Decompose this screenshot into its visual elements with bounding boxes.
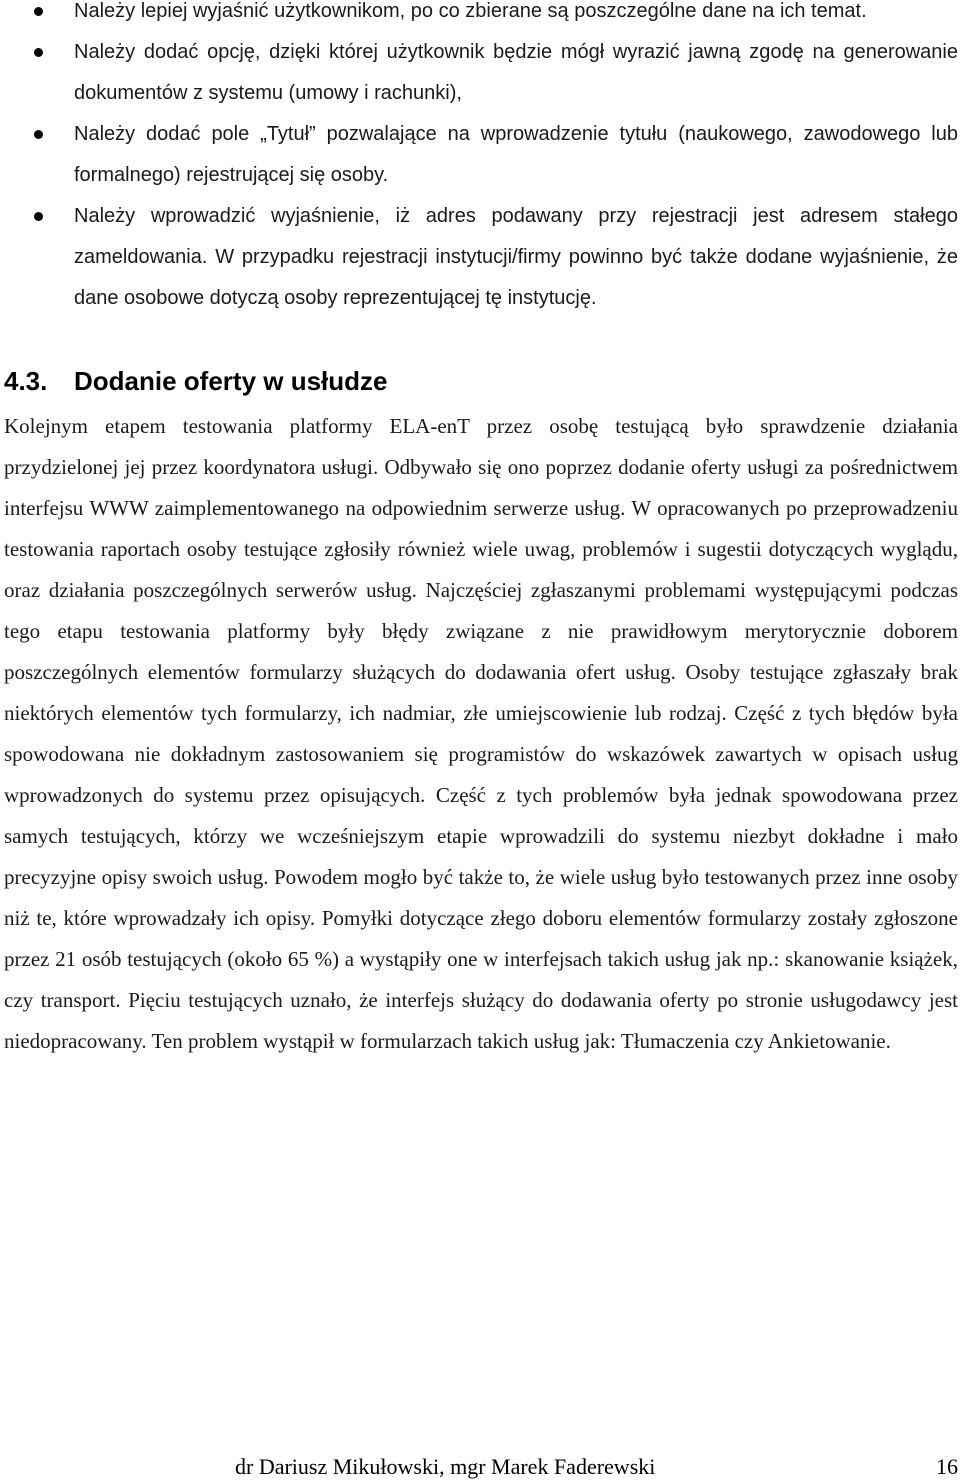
bullet-text: Należy wprowadzić wyjaśnienie, iż adres podawany przy rejestracji jest adresem stałego zameldowania. W przypadku rejestracji instytucji/firmy powinno być także dodane wyjaśnienie, że dane osobowe dotyczą osoby reprezentującej tę instytucję. <box>74 205 958 309</box>
bullet-item <box>0 114 960 196</box>
section-title: Dodanie oferty w usłudze <box>74 366 388 396</box>
bullet-icon <box>34 212 43 221</box>
bullet-list <box>0 0 960 319</box>
bullet-icon <box>34 130 43 139</box>
page-footer <box>0 1452 960 1482</box>
section-number: 4.3. <box>4 366 48 396</box>
body-paragraph: Kolejnym etapem testowania platformy ELA-enT przez osobę testującą było sprawdzenie działania przydzielonej jej przez koordynatora usługi. Odbywało się ono poprzez dodanie oferty usługi za pośrednictwem interfejsu WWW zaimplementowanego na odpowiednim serwerze usług. W opracowanych po przeprowadzeniu testowania raportach osoby testujące zgłosiły również wiele uwag, problemów i sugestii dotyczących wyglądu, oraz działania poszczególnych serwerów usług. Najczęściej zgłaszanymi problemami występującymi podczas tego etapu testowania platformy były błędy związane z nie prawidłowym merytorycznie doborem poszczególnych elementów formularzy służących do dodawania ofert usług. Osoby testujące zgłaszały brak niektórych elementów tych formularzy, ich nadmiar, złe umiejscowienie lub rodzaj. Część z tych błędów była spowodowana nie dokładnym zastosowaniem się programistów do wskazówek zawartych w opisach usług wprowadzonych do systemu przez opisujących. Część z tych problemów była jednak spowodowana przez samych testujących, którzy we wcześniejszym etapie wprowadzili do systemu niezbyt dokładne i mało precyzyjne opisy swoich usług. Powodem mogło być także to, że wiele usług było testowanych przez inne osoby niż te, które wprowadzały ich opisy. Pomyłki dotyczące złego doboru elementów formularzy zostały zgłoszone przez 21 osób testujących (około 65 %) a wystąpiły one w interfejsach takich usług jak np.: skanowanie książek, czy transport. Pięciu testujących uznało, że interfejs służący do dodawania oferty po stronie usługodawcy jest niedopracowany. Ten problem wystąpił w formularzach takich usług jak: Tłumaczenia czy Ankietowanie. <box>4 414 958 1053</box>
bullet-item <box>0 0 960 32</box>
bullet-item <box>0 196 960 319</box>
bullet-icon <box>34 7 43 16</box>
bullet-text: Należy lepiej wyjaśnić użytkownikom, po co zbierane są poszczególne dane na ich temat. <box>74 0 867 22</box>
bullet-item <box>0 32 960 114</box>
bullet-text: Należy dodać pole „Tytuł” pozwalające na wprowadzenie tytułu (naukowego, zawodowego lub formalnego) rejestrującej się osoby. <box>74 123 958 186</box>
footer-authors: dr Dariusz Mikułowski, mgr Marek Faderewski <box>235 1454 656 1479</box>
bullet-text: Należy dodać opcję, dzięki której użytkownik będzie mógł wyrazić jawną zgodę na generowanie dokumentów z systemu (umowy i rachunki), <box>74 41 958 104</box>
bullet-icon <box>34 48 43 57</box>
section-heading <box>4 358 944 404</box>
page-number: 16 <box>936 1454 958 1479</box>
